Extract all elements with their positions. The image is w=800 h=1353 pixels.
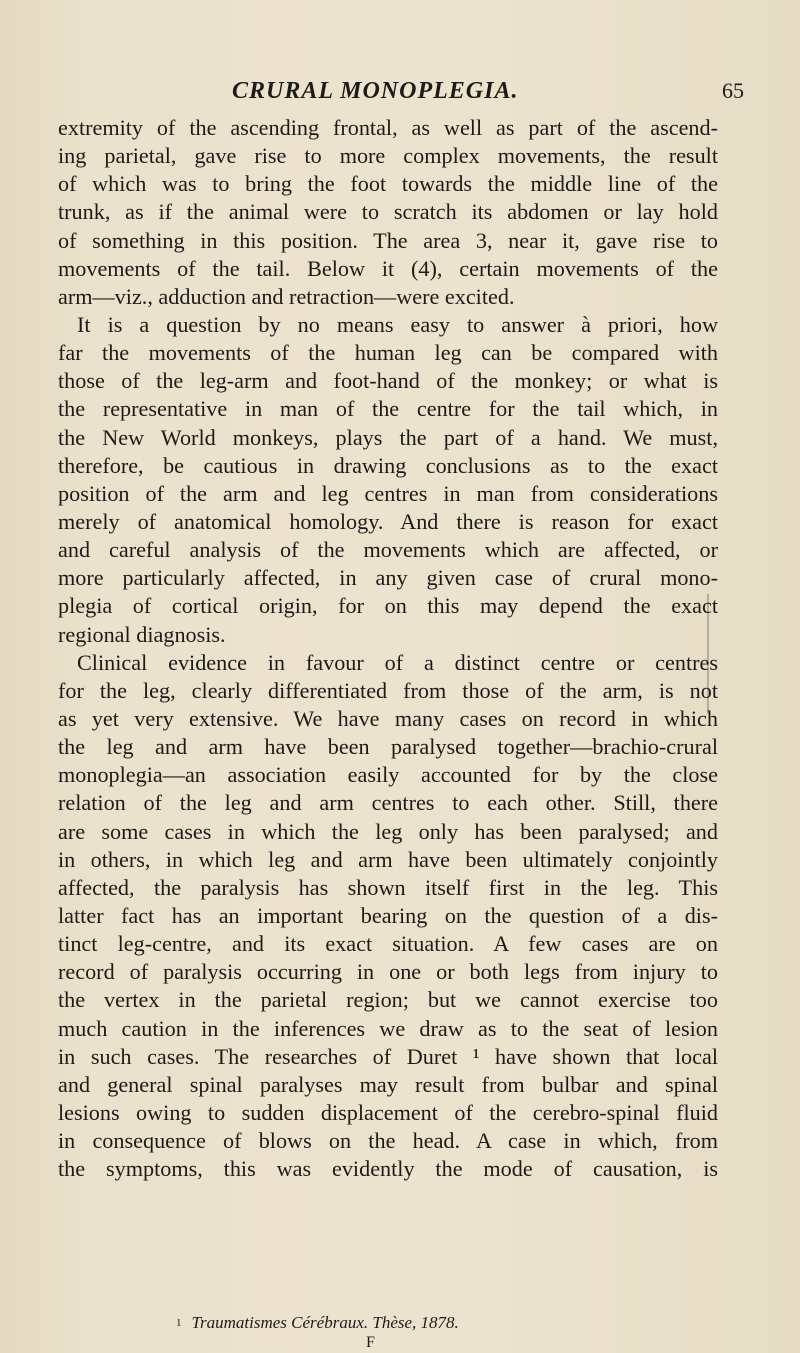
- text-line: and careful analysis of the movements which are affected, or: [58, 537, 718, 563]
- text-line: merely of anatomical homology. And there is reason for exact: [58, 508, 718, 534]
- body-text: [58, 114, 718, 1183]
- text-line: relation of the leg and arm centres to each other. Still, there: [58, 790, 718, 816]
- text-line: arm—viz., adduction and retraction—were excited.: [58, 283, 515, 309]
- text-line: of something in this position. The area 3, near it, gave rise to: [58, 227, 718, 253]
- text-line: as yet very extensive. We have many cases on record in which: [58, 705, 718, 731]
- text-line: those of the leg-arm and foot-hand of the monkey; or what is: [58, 368, 718, 394]
- text-line: and general spinal paralyses may result from bulbar and spinal: [58, 1071, 718, 1097]
- text-line: record of paralysis occurring in one or both legs from injury to: [58, 959, 718, 985]
- text-line: the representative in man of the centre for the tail which, in: [58, 396, 718, 422]
- text-line: the leg and arm have been paralysed together—brachio-crural: [58, 734, 718, 760]
- text-line: lesions owing to sudden displacement of the cerebro-spinal fluid: [58, 1099, 718, 1125]
- text-line: trunk, as if the animal were to scratch its abdomen or lay hold: [58, 199, 718, 225]
- footnote-text: Traumatismes Cérébraux. Thèse, 1878.: [191, 1313, 459, 1332]
- text-line: are some cases in which the leg only has been paralysed; and: [58, 818, 718, 844]
- paragraph: [58, 114, 718, 311]
- text-line: therefore, be cautious in drawing conclusions as to the exact: [58, 452, 718, 478]
- text-line: for the leg, clearly differentiated from those of the arm, is not: [58, 677, 718, 703]
- text-line: in others, in which leg and arm have been ultimately conjointly: [58, 846, 718, 872]
- text-line: extremity of the ascending frontal, as well as part of the ascend-: [58, 115, 718, 140]
- paragraph: [58, 311, 718, 649]
- text-line: position of the arm and leg centres in man from considerations: [58, 480, 718, 506]
- footnote-marker: 1: [176, 1317, 182, 1329]
- running-title: CRURAL MONOPLEGIA.: [232, 78, 519, 104]
- text-line: It is a question by no means easy to answer à priori, how: [77, 311, 718, 337]
- text-line: movements of the tail. Below it (4), certain movements of the: [58, 255, 718, 281]
- text-line: more particularly affected, in any given case of crural mono-: [58, 565, 718, 591]
- text-line: plegia of cortical origin, for on this may depend the exact: [58, 593, 718, 619]
- text-line: the vertex in the parietal region; but we cannot exercise too: [58, 987, 718, 1013]
- text-line: in such cases. The researches of Duret ¹ have shown that local: [58, 1043, 718, 1069]
- page-number: 65: [722, 78, 744, 103]
- text-line: the New World monkeys, plays the part of a hand. We must,: [58, 424, 718, 450]
- signature-mark: F: [366, 1334, 375, 1351]
- text-line: far the movements of the human leg can be compared with: [58, 340, 718, 366]
- text-line: of which was to bring the foot towards the middle line of the: [58, 171, 718, 197]
- text-line: in consequence of blows on the head. A case in which, from: [58, 1128, 718, 1154]
- text-line: tinct leg-centre, and its exact situation. A few cases are on: [58, 931, 718, 957]
- paragraph: [58, 649, 718, 1184]
- text-line: much caution in the inferences we draw as to the seat of lesion: [58, 1015, 718, 1041]
- footnote: [176, 1313, 459, 1333]
- text-line: latter fact has an important bearing on the question of a dis-: [58, 902, 718, 928]
- text-line: ing parietal, gave rise to more complex movements, the result: [58, 143, 718, 169]
- running-head: [0, 78, 800, 108]
- text-line: monoplegia—an association easily accounted for by the close: [58, 762, 718, 788]
- text-line: affected, the paralysis has shown itself first in the leg. This: [58, 874, 718, 900]
- text-line: regional diagnosis.: [58, 621, 226, 647]
- text-line: the symptoms, this was evidently the mode of causation, is: [58, 1156, 718, 1182]
- text-line: Clinical evidence in favour of a distinct centre or centres: [77, 649, 718, 675]
